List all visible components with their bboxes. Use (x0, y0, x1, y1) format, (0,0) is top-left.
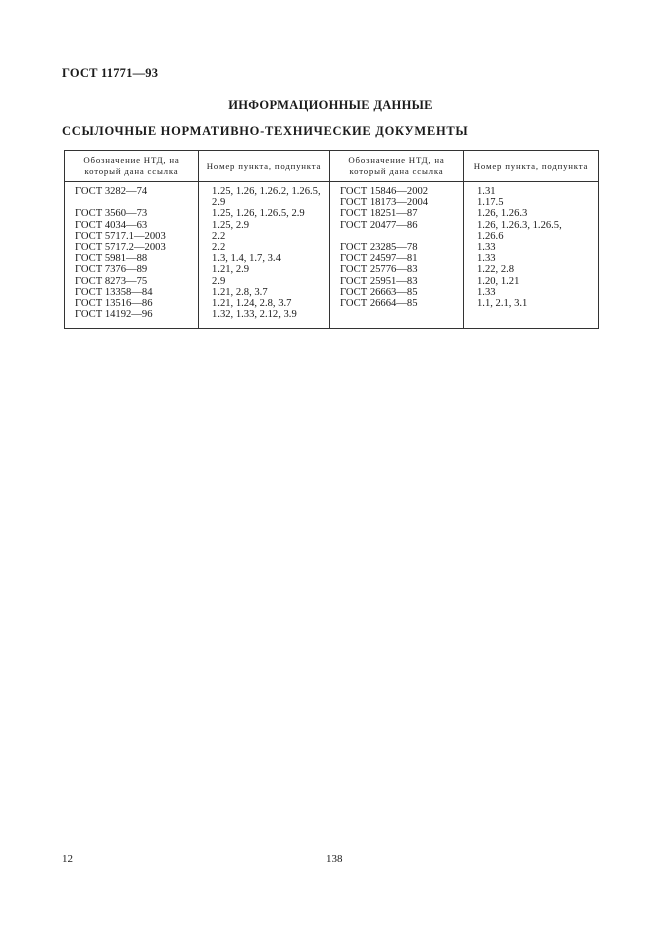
header-clause-right: Номер пункта, подпункта (464, 151, 599, 182)
designation-entry: ГОСТ 20477—86 (340, 219, 418, 231)
designation-entry: ГОСТ 23285—78 (340, 241, 418, 253)
clause-entry: 1.3, 1.4, 1.7, 3.4 (212, 253, 281, 265)
clause-entry: 1.17.5 (477, 197, 504, 209)
designation-entry (330, 231, 463, 242)
document-code: ГОСТ 11771—93 (62, 66, 159, 80)
page-number-center: 138 (326, 853, 343, 865)
designation-entry: ГОСТ 14192—96 (75, 309, 153, 321)
left-clauses-cell (199, 182, 330, 329)
header-designation-right: Обозначение НТД, на который дана ссылка (330, 151, 464, 182)
designation-entry: ГОСТ 3282—74 (75, 186, 148, 197)
designation-entry: ГОСТ 5981—88 (75, 253, 148, 265)
clause-entry: 1.33 (477, 286, 496, 298)
designation-entry: ГОСТ 25951—83 (340, 275, 418, 287)
designation-entry: ГОСТ 18173—2004 (340, 197, 429, 209)
clause-entry: 1.1, 2.1, 3.1 (477, 297, 528, 309)
designation-entry: ГОСТ 8273—75 (75, 275, 148, 287)
clause-entry: 1.21, 2.8, 3.7 (212, 286, 268, 298)
page-number-left: 12 (62, 853, 73, 865)
designation-entry: ГОСТ 18251—87 (340, 208, 418, 220)
clause-entry: 1.21, 2.9 (212, 264, 250, 276)
right-designations-cell (330, 182, 464, 329)
table-body-row (65, 182, 599, 329)
clause-entry: 1.33 (477, 241, 496, 253)
clause-entry: 2.2 (212, 230, 226, 242)
designation-entry: ГОСТ 15846—2002 (340, 186, 429, 197)
designation-entry (65, 197, 198, 208)
section-title: ИНФОРМАЦИОННЫЕ ДАННЫЕ (228, 98, 433, 112)
clause-entry: 2.2 (212, 241, 226, 253)
clause-entry: 1.22, 2.8 (477, 264, 515, 276)
clause-entry: 1.32, 1.33, 2.12, 3.9 (212, 309, 297, 321)
clause-entry: 1.25, 1.26, 1.26.2, 1.26.5, (212, 186, 321, 197)
clause-entry: 1.26, 1.26.3 (477, 208, 528, 220)
subsection-title: ССЫЛОЧНЫЕ НОРМАТИВНО-ТЕХНИЧЕСКИЕ ДОКУМЕНТЫ (62, 124, 469, 138)
clause-entry: 1.25, 2.9 (212, 219, 250, 231)
clause-entry: 1.31 (477, 186, 496, 197)
designation-entry: ГОСТ 13358—84 (75, 286, 153, 298)
header-clause-left: Номер пункта, подпункта (199, 151, 330, 182)
designation-entry: ГОСТ 5717.2—2003 (75, 241, 166, 253)
designation-entry: ГОСТ 25776—83 (340, 264, 418, 276)
designation-entry: ГОСТ 13516—86 (75, 297, 153, 309)
designation-entry: ГОСТ 5717.1—2003 (75, 230, 166, 242)
designation-entry: ГОСТ 26664—85 (340, 297, 418, 309)
clause-entry: 1.26, 1.26.3, 1.26.5, (477, 219, 562, 231)
clause-entry: 1.33 (477, 253, 496, 265)
designation-entry: ГОСТ 24597—81 (340, 253, 418, 265)
clause-entry: 2.9 (212, 197, 226, 209)
header-designation-left: Обозначение НТД, на который дана ссылка (65, 151, 199, 182)
left-designations-cell (65, 182, 199, 329)
clause-entry: 1.20, 1.21 (477, 275, 520, 287)
designation-entry: ГОСТ 26663—85 (340, 286, 418, 298)
designation-entry: ГОСТ 7376—89 (75, 264, 148, 276)
clause-entry: 1.26.6 (477, 230, 504, 242)
designation-entry: ГОСТ 4034—63 (75, 219, 148, 231)
clause-entry: 1.25, 1.26, 1.26.5, 2.9 (212, 208, 305, 220)
clause-entry: 2.9 (212, 275, 226, 287)
designation-entry: ГОСТ 3560—73 (75, 208, 148, 220)
right-clauses-cell (464, 182, 599, 329)
clause-entry: 1.21, 1.24, 2.8, 3.7 (212, 297, 292, 309)
reference-documents-table (64, 150, 599, 329)
table-header-row (65, 151, 599, 182)
